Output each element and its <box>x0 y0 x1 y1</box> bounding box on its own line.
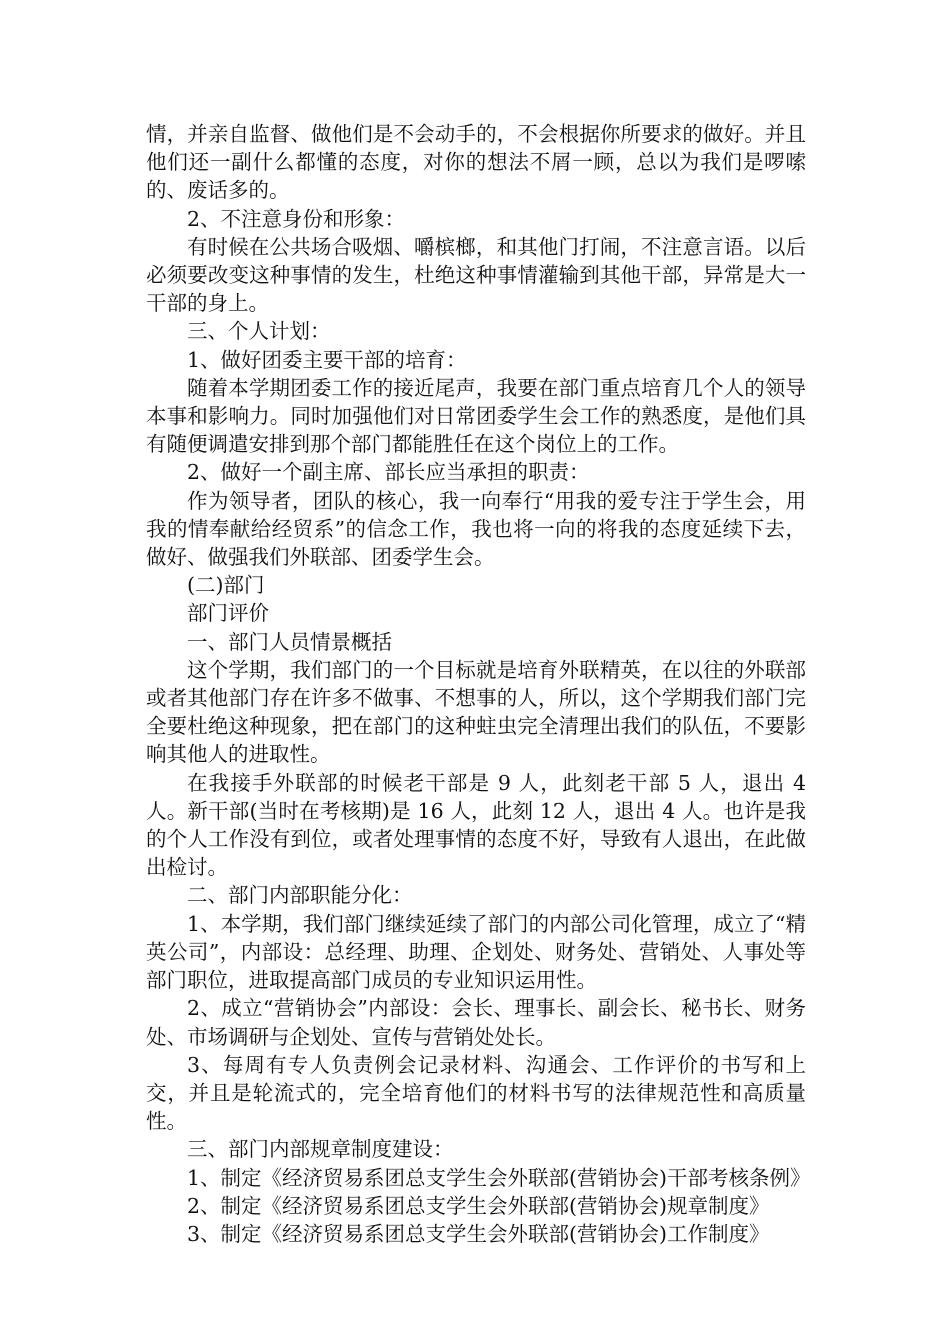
paragraph: 在我接手外联部的时候老干部是 9 人，此刻老干部 5 人，退出 4 人。新干部(当时在考核期)是 16 人，此刻 12 人，退出 4 人。也许是我的个人工作没有到位，或者处理事情的态度不好，导致有人退出，在此做出检讨。 <box>146 770 806 880</box>
paragraph: 2、制定《经济贸易系团总支学生会外联部(营销协会)规章制度》 <box>187 1193 770 1218</box>
section-heading: 二、部门内部职能分化： <box>187 883 413 908</box>
paragraph: 有时候在公共场合吸烟、嚼槟榔，和其他门打闹，不注意言语。以后必须要改变这种事情的发生，杜绝这种事情灌输到其他干部，异常是大一干部的身上。 <box>146 234 806 316</box>
paragraph: 1、本学期，我们部门继续延续了部门的内部公司化管理，成立了“精英公司”，内部设：总经理、助理、企划处、财务处、营销处、人事处等部门职位，进取提高部门成员的专业知识运用性。 <box>146 911 806 993</box>
paragraph: 3、制定《经济贸易系团总支学生会外联部(营销协会)工作制度》 <box>187 1221 770 1246</box>
section-heading: 部门评价 <box>187 601 269 626</box>
section-heading: 三、部门内部规章制度建设： <box>187 1137 454 1162</box>
paragraph: 情，并亲自监督、做他们是不会动手的，不会根据你所要求的做好。并且他们还一副什么都懂的态度，对你的想法不屑一顾，总以为我们是啰嗦的、废话多的。 <box>146 122 806 203</box>
paragraph: 2、不注意身份和形象： <box>187 206 406 231</box>
paragraph: 2、做好一个副主席、部长应当承担的职责： <box>187 460 590 485</box>
paragraph: 1、制定《经济贸易系团总支学生会外联部(营销协会)干部考核条例》 <box>187 1165 811 1190</box>
section-heading: (二)部门 <box>187 573 265 598</box>
paragraph: 作为领导者，团队的核心，我一向奉行“用我的爱专注于学生会，用我的情奉献给经贸系”的信念工作，我也将一向的将我的态度延续下去，做好、做强我们外联部、团委学生会。 <box>146 488 806 570</box>
paragraph: 2、成立“营销协会”内部设：会长、理事长、副会长、秘书长、财务处、市场调研与企划处、宣传与营销处处长。 <box>146 996 806 1049</box>
paragraph: 这个学期，我们部门的一个目标就是培育外联精英，在以往的外联部或者其他部门存在许多不做事、不想事的人，所以，这个学期我们部门完全要杜绝这种现象，把在部门的这种蛀虫完全清理出我们的队伍，不要影响其他人的进取性。 <box>146 657 806 767</box>
section-heading: 一、部门人员情景概括 <box>187 629 392 654</box>
paragraph: 3、每周有专人负责例会记录材料、沟通会、工作评价的书写和上交，并且是轮流式的，完全培育他们的材料书写的法律规范性和高质量性。 <box>146 1052 806 1134</box>
section-heading: 三、个人计划： <box>187 319 331 344</box>
paragraph: 1、做好团委主要干部的培育： <box>187 347 467 372</box>
document-page <box>146 120 811 1248</box>
paragraph: 随着本学期团委工作的接近尾声，我要在部门重点培育几个人的领导本事和影响力。同时加强他们对日常团委学生会工作的熟悉度，是他们具有随便调遣安排到那个部门都能胜任在这个岗位上的工作。 <box>146 375 806 457</box>
